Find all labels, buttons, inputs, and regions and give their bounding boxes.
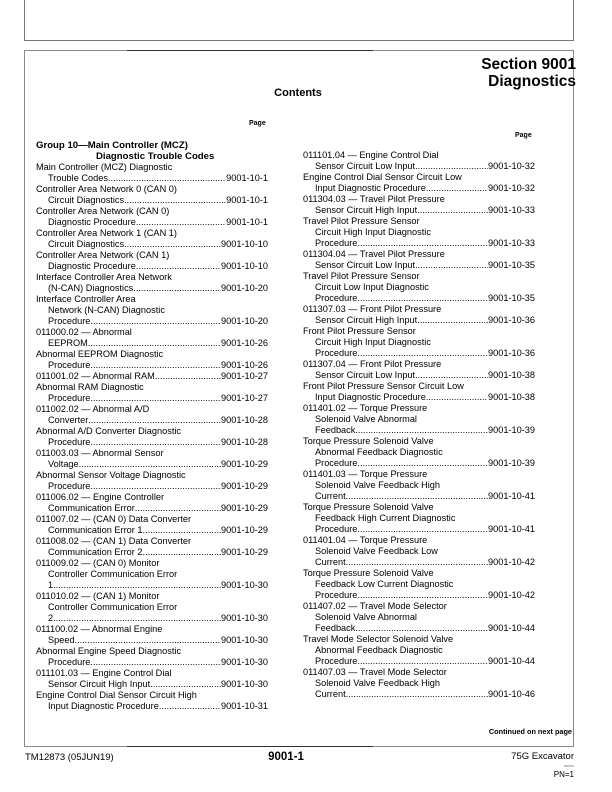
toc-entry-leader-line	[36, 173, 268, 184]
toc-entry-title-end: Sensor Circuit Low Input	[315, 161, 416, 171]
toc-entry-page-ref[interactable]: 9001-10-29	[221, 459, 268, 469]
toc-entry-title-end: 1	[48, 580, 54, 590]
toc-entry[interactable]	[303, 535, 535, 568]
dot-leader	[417, 315, 488, 326]
toc-entry[interactable]	[36, 536, 268, 558]
toc-entry-leader-line	[36, 657, 268, 668]
dot-leader	[155, 371, 221, 382]
dot-leader	[90, 437, 221, 448]
toc-entry-leader-line	[36, 613, 268, 624]
toc-entry-page-ref[interactable]: 9001-10-1	[226, 173, 268, 183]
toc-entry-page-ref[interactable]: 9001-10-38	[488, 370, 535, 380]
toc-entry[interactable]	[36, 371, 268, 382]
toc-entry-title-end: Diagnostic Procedure	[48, 217, 136, 227]
toc-entry[interactable]	[303, 326, 535, 359]
dot-leader	[346, 491, 488, 502]
toc-entry-title-line: Controller Communication Error	[48, 569, 178, 579]
toc-entry-page-ref[interactable]: 9001-10-44	[488, 623, 535, 633]
toc-entry-title-line: Circuit Low Input Diagnostic	[315, 282, 429, 292]
toc-entry[interactable]	[36, 206, 268, 228]
toc-entry[interactable]	[303, 249, 535, 271]
toc-entry-title-line: Controller Area Network 1 (CAN 1)	[36, 228, 177, 238]
dot-leader	[357, 524, 488, 535]
toc-entry-page-ref[interactable]: 9001-10-29	[221, 503, 268, 513]
toc-entry-page-ref[interactable]: 9001-10-10	[221, 261, 268, 271]
toc-entry-title-end: EEPROM	[48, 338, 88, 348]
dot-leader	[79, 459, 221, 470]
dot-leader	[90, 481, 221, 492]
toc-entry-title-line: Interface Controller Area Network	[36, 272, 172, 282]
footer-code: 080519	[563, 764, 574, 768]
toc-entry-title-line: Abnormal Engine Speed Diagnostic	[36, 646, 182, 656]
toc-entry[interactable]	[36, 228, 268, 250]
toc-entry-title-line: Feedback High Current Diagnostic	[315, 513, 456, 523]
dot-leader	[357, 590, 488, 601]
toc-entry-leader-line	[36, 195, 268, 206]
toc-entry[interactable]	[303, 216, 535, 249]
toc-entry-title-line: 011010.02 — (CAN 1) Monitor	[36, 591, 160, 601]
toc-entry-page-ref[interactable]: 9001-10-30	[221, 657, 268, 667]
toc-entry-title-end: Sensor Circuit Low Input	[315, 260, 416, 270]
toc-entry[interactable]	[36, 327, 268, 349]
continued-note: Continued on next page	[488, 727, 572, 736]
toc-entry-title-end: Input Diagnostic Procedure	[48, 701, 159, 711]
toc-entry-title-end: Sensor Circuit High Input	[48, 679, 151, 689]
toc-entry-title-line: Travel Mode Selector Solenoid Valve	[303, 634, 454, 644]
toc-entry-title-line: 011307.03 — Front Pilot Pressure	[303, 304, 442, 314]
toc-entry-leader-line	[36, 547, 268, 558]
toc-entry-title-end: Current	[315, 689, 346, 699]
toc-entry-title-line: Network (N-CAN) Diagnostic	[48, 305, 165, 315]
toc-entry-title-end: Procedure	[315, 656, 358, 666]
toc-entry-title-line: Controller Area Network (CAN 1)	[36, 250, 170, 260]
dot-leader	[159, 701, 221, 712]
dot-leader	[415, 161, 488, 172]
toc-entry-page-ref[interactable]: 9001-10-28	[221, 437, 268, 447]
toc-entry-leader-line	[36, 371, 268, 382]
toc-entry[interactable]	[36, 404, 268, 426]
toc-entry-title-line: Main Controller (MCZ) Diagnostic	[36, 162, 173, 172]
toc-entry-title-line: 011100.02 — Abnormal Engine	[36, 624, 163, 634]
toc-entry-title-end: Sensor Circuit High Input	[315, 315, 418, 325]
toc-entry-title-line: Abnormal Feedback Diagnostic	[315, 447, 443, 457]
toc-entry-title-end: Procedure	[48, 481, 91, 491]
toc-entry[interactable]	[36, 349, 268, 371]
dot-leader	[357, 656, 488, 667]
toc-entry-title-line: Interface Controller Area	[36, 294, 136, 304]
dot-leader	[124, 195, 226, 206]
toc-entry-title-line: Travel Pilot Pressure Sensor	[303, 271, 420, 281]
toc-entry-leader-line	[303, 315, 535, 326]
toc-entry-title-end: 011001.02 — Abnormal RAM	[36, 371, 155, 381]
toc-entry-title-end: Communication Error 1	[48, 525, 143, 535]
toc-entry-title-end: Speed	[48, 635, 75, 645]
toc-entry[interactable]	[36, 382, 268, 404]
toc-entry-title-line: 011009.02 — (CAN 0) Monitor	[36, 558, 160, 568]
dot-leader	[346, 557, 488, 568]
toc-entry-leader-line	[303, 656, 535, 667]
toc-entry[interactable]	[36, 668, 268, 690]
toc-entry-title-line: 011101.04 — Engine Control Dial	[303, 150, 439, 160]
toc-entry[interactable]	[303, 403, 535, 436]
toc-entry-leader-line	[36, 283, 268, 294]
toc-entry-title-end: Input Diagnostic Procedure	[315, 183, 426, 193]
toc-entry-page-ref[interactable]: 9001-10-41	[488, 491, 535, 501]
toc-entry[interactable]	[303, 172, 535, 194]
toc-entry-page-ref[interactable]: 9001-10-26	[221, 360, 268, 370]
toc-entry-title-end: Diagnostic Procedure	[48, 261, 136, 271]
toc-entry-title-end: Trouble Codes	[48, 173, 108, 183]
toc-entry-leader-line	[36, 393, 268, 404]
toc-left-column	[36, 140, 268, 712]
toc-entry-title-line: Front Pilot Pressure Sensor Circuit Low	[303, 381, 464, 391]
toc-entry[interactable]	[36, 690, 268, 712]
toc-entry-leader-line	[36, 701, 268, 712]
toc-entry-leader-line	[303, 623, 535, 634]
toc-entry-page-ref[interactable]: 9001-10-30	[221, 580, 268, 590]
toc-entry-leader-line	[303, 590, 535, 601]
toc-entry-title-line: 011401.04 — Torque Pressure	[303, 535, 428, 545]
toc-entry-page-ref[interactable]: 9001-10-32	[488, 183, 535, 193]
toc-entry-page-ref[interactable]: 9001-10-46	[488, 689, 535, 699]
toc-entry-page-ref[interactable]: 9001-10-10	[221, 239, 268, 249]
footer-model: 75G Excavator	[511, 751, 574, 762]
toc-entry-title-line: Abnormal Feedback Diagnostic	[315, 645, 443, 655]
toc-entry-page-ref[interactable]: 9001-10-31	[221, 701, 268, 711]
toc-entry-title-line: Circuit High Input Diagnostic	[315, 337, 431, 347]
toc-entry-leader-line	[303, 557, 535, 568]
toc-entry-leader-line	[36, 217, 268, 228]
toc-entry-title-line: 011003.03 — Abnormal Sensor	[36, 448, 164, 458]
toc-entry-page-ref[interactable]: 9001-10-39	[488, 458, 535, 468]
toc-entry[interactable]	[303, 469, 535, 502]
toc-entry-title-line: 011101.03 — Engine Control Dial	[36, 668, 172, 678]
toc-entry-title-end: Communication Error	[48, 503, 135, 513]
toc-entry[interactable]	[36, 591, 268, 624]
toc-entry-page-ref[interactable]: 9001-10-29	[221, 547, 268, 557]
toc-entry[interactable]	[303, 601, 535, 634]
toc-entry[interactable]	[303, 194, 535, 216]
toc-entry-leader-line	[36, 437, 268, 448]
toc-entry[interactable]	[36, 470, 268, 492]
toc-entry-page-ref[interactable]: 9001-10-29	[221, 481, 268, 491]
toc-entry-leader-line	[303, 348, 535, 359]
dot-leader	[136, 217, 226, 228]
dot-leader	[415, 260, 488, 271]
toc-entry[interactable]	[36, 162, 268, 184]
footer-doc-id: TM12873 (05JUN19)	[25, 752, 114, 763]
toc-entry-page-ref[interactable]: 9001-10-20	[221, 316, 268, 326]
group-title: Group 10—Main Controller (MCZ)	[36, 140, 188, 151]
toc-entry-title-line: Solenoid Valve Feedback High	[315, 678, 440, 688]
toc-entry-title-line: Solenoid Valve Feedback High	[315, 480, 440, 490]
toc-entry[interactable]	[36, 514, 268, 536]
toc-entry-title-line: Engine Control Dial Sensor Circuit Low	[303, 172, 462, 182]
toc-entry-leader-line	[303, 524, 535, 535]
toc-entry[interactable]	[36, 646, 268, 668]
toc-entry-title-line: Torque Pressure Solenoid Valve	[303, 436, 434, 446]
toc-entry-title-end: Circuit Diagnostics	[48, 195, 125, 205]
toc-entry-title-end: Sensor Circuit Low Input	[315, 370, 416, 380]
toc-entry-title-line: 011002.02 — Abnormal A/D	[36, 404, 150, 414]
dot-leader	[53, 613, 221, 624]
dot-leader	[346, 689, 488, 700]
toc-entry-title-end: Feedback	[315, 425, 356, 435]
toc-entry[interactable]	[303, 381, 535, 403]
dot-leader	[90, 657, 221, 668]
toc-entry-title-line: Circuit High Input Diagnostic	[315, 227, 431, 237]
toc-entry-title-line: 011007.02 — (CAN 0) Data Converter	[36, 514, 192, 524]
dot-leader	[415, 370, 488, 381]
toc-entry-page-ref[interactable]: 9001-10-36	[488, 315, 535, 325]
dot-leader	[357, 293, 488, 304]
toc-entry-title-line: 011006.02 — Engine Controller	[36, 492, 165, 502]
dot-leader	[150, 679, 221, 690]
toc-entry-page-ref[interactable]: 9001-10-26	[221, 338, 268, 348]
toc-entry-title-end: Voltage	[48, 459, 79, 469]
toc-entry-title-end: Procedure	[315, 348, 358, 358]
toc-entry-title-end: Current	[315, 557, 346, 567]
toc-entry-title-end: 2	[48, 613, 54, 623]
toc-entry-leader-line	[303, 392, 535, 403]
toc-entry-title-line: 011407.03 — Travel Mode Selector	[303, 667, 447, 677]
toc-entry-title-line: Abnormal RAM Diagnostic	[36, 382, 144, 392]
dot-leader	[142, 525, 221, 536]
toc-entry-title-line: Controller Area Network (CAN 0)	[36, 206, 170, 216]
dot-leader	[53, 580, 221, 591]
toc-entry-page-ref[interactable]: 9001-10-39	[488, 425, 535, 435]
toc-entry-page-ref[interactable]: 9001-10-27	[221, 393, 268, 403]
previous-page-frame	[24, 0, 574, 41]
toc-entry-leader-line	[303, 161, 535, 172]
toc-entry-leader-line	[36, 525, 268, 536]
toc-entry-title-line: 011401.02 — Torque Pressure	[303, 403, 428, 413]
toc-entry-page-ref[interactable]: 9001-10-20	[221, 283, 268, 293]
toc-entry-title-line: Solenoid Valve Feedback Low	[315, 546, 438, 556]
dot-leader	[75, 635, 221, 646]
dot-leader	[357, 458, 488, 469]
toc-entry[interactable]	[303, 634, 535, 667]
toc-entry[interactable]	[36, 558, 268, 591]
toc-entry-leader-line	[303, 689, 535, 700]
toc-entry-leader-line	[303, 260, 535, 271]
toc-entry[interactable]	[36, 272, 268, 294]
toc-entry-title-line: Engine Control Dial Sensor Circuit High	[36, 690, 197, 700]
toc-entry-page-ref[interactable]: 9001-10-33	[488, 238, 535, 248]
dot-leader	[355, 623, 488, 634]
dot-leader	[417, 205, 488, 216]
toc-entry[interactable]	[36, 448, 268, 470]
toc-entry[interactable]	[303, 150, 535, 172]
toc-entry[interactable]	[303, 304, 535, 326]
group-subtitle: Diagnostic Trouble Codes	[96, 151, 215, 162]
toc-entry-page-ref[interactable]: 9001-10-35	[488, 293, 535, 303]
frame-accent-bottom	[127, 746, 373, 747]
toc-entry-leader-line	[36, 503, 268, 514]
toc-entry-title-line: 011407.02 — Travel Mode Selector	[303, 601, 447, 611]
toc-entry[interactable]	[303, 271, 535, 304]
toc-entry-title-line: Torque Pressure Solenoid Valve	[303, 502, 434, 512]
toc-entry-page-ref[interactable]: 9001-10-41	[488, 524, 535, 534]
page-column-header-right: Page	[515, 132, 532, 139]
toc-entry-title-end: Procedure	[48, 316, 91, 326]
toc-entry-title-line: 011304.04 — Travel Pilot Pressure	[303, 249, 445, 259]
toc-entry-leader-line	[36, 338, 268, 349]
toc-entry[interactable]	[303, 359, 535, 381]
toc-entry-title-line: Abnormal A/D Converter Diagnostic	[36, 426, 182, 436]
toc-entry-leader-line	[36, 481, 268, 492]
toc-entry-page-ref[interactable]: 9001-10-44	[488, 656, 535, 666]
toc-entry-title-line: 011307.04 — Front Pilot Pressure	[303, 359, 442, 369]
toc-entry-title-line: Front Pilot Pressure Sensor	[303, 326, 416, 336]
toc-entry-page-ref[interactable]: 9001-10-33	[488, 205, 535, 215]
toc-entry-title-line: Controller Area Network 0 (CAN 0)	[36, 184, 177, 194]
group-heading	[36, 140, 268, 162]
toc-entry-page-ref[interactable]: 9001-10-38	[488, 392, 535, 402]
toc-entry-title-end: Converter	[48, 415, 89, 425]
toc-entry-leader-line	[36, 360, 268, 371]
toc-entry-title-end: Procedure	[315, 524, 358, 534]
toc-entry-title-end: Procedure	[315, 293, 358, 303]
toc-entry-leader-line	[36, 415, 268, 426]
dot-leader	[90, 393, 221, 404]
toc-entry[interactable]	[303, 568, 535, 601]
toc-left-list	[36, 162, 268, 712]
toc-entry[interactable]	[36, 184, 268, 206]
toc-entry-title-line: 011401.03 — Torque Pressure	[303, 469, 428, 479]
toc-entry-page-ref[interactable]: 9001-10-30	[221, 635, 268, 645]
toc-entry-title-end: Procedure	[48, 657, 91, 667]
dot-leader	[90, 316, 221, 327]
toc-entry-title-end: Procedure	[48, 360, 91, 370]
toc-entry-leader-line	[303, 238, 535, 249]
toc-entry[interactable]	[36, 426, 268, 448]
toc-entry[interactable]	[303, 502, 535, 535]
toc-entry[interactable]	[303, 667, 535, 700]
toc-entry-leader-line	[36, 261, 268, 272]
toc-entry-title-end: Procedure	[48, 437, 91, 447]
section-number: Section 9001	[481, 56, 576, 73]
toc-entry-leader-line	[36, 239, 268, 250]
toc-entry-leader-line	[36, 316, 268, 327]
toc-entry-title-end: Procedure	[315, 238, 358, 248]
dot-leader	[88, 415, 221, 426]
toc-entry-title-line: Feedback Low Current Diagnostic	[315, 579, 454, 589]
toc-entry-page-ref[interactable]: 9001-10-35	[488, 260, 535, 270]
dot-leader	[88, 338, 221, 349]
section-name: Diagnostics	[488, 73, 576, 90]
toc-entry-leader-line	[303, 183, 535, 194]
toc-entry[interactable]	[36, 492, 268, 514]
toc-entry-page-ref[interactable]: 9001-10-42	[488, 557, 535, 567]
toc-entry-page-ref[interactable]: 9001-10-28	[221, 415, 268, 425]
toc-entry-title-end: Input Diagnostic Procedure	[315, 392, 426, 402]
toc-entry-page-ref[interactable]: 9001-10-42	[488, 590, 535, 600]
toc-entry-title-line: Solenoid Valve Abnormal	[315, 414, 417, 424]
footer-page-number: 9001-1	[268, 751, 304, 763]
toc-entry-page-ref[interactable]: 9001-10-1	[226, 195, 268, 205]
dot-leader	[426, 183, 488, 194]
toc-entry-page-ref[interactable]: 9001-10-32	[488, 161, 535, 171]
footer-pn: PN=1	[553, 770, 574, 779]
dot-leader	[426, 392, 488, 403]
frame-accent-top	[127, 50, 373, 51]
toc-entry-title-end: Current	[315, 491, 346, 501]
dot-leader	[142, 547, 221, 558]
toc-entry-page-ref[interactable]: 9001-10-27	[221, 371, 268, 381]
dot-leader	[124, 239, 221, 250]
toc-entry-title-line: 011304.03 — Travel Pilot Pressure	[303, 194, 445, 204]
toc-entry-title-line: Torque Pressure Solenoid Valve	[303, 568, 434, 578]
toc-entry-leader-line	[303, 458, 535, 469]
toc-entry-leader-line	[303, 425, 535, 436]
contents-heading: Contents	[274, 87, 322, 99]
dot-leader	[357, 348, 488, 359]
dot-leader	[108, 173, 226, 184]
toc-entry-title-line: Abnormal EEPROM Diagnostic	[36, 349, 164, 359]
toc-entry-title-end: Procedure	[315, 458, 358, 468]
toc-entry-title-end: Communication Error 2	[48, 547, 143, 557]
dot-leader	[136, 261, 221, 272]
toc-entry-title-line: Abnormal Sensor Voltage Diagnostic	[36, 470, 186, 480]
toc-entry-title-end: Sensor Circuit High Input	[315, 205, 418, 215]
toc-entry-title-line: 011008.02 — (CAN 1) Data Converter	[36, 536, 192, 546]
toc-entry-leader-line	[36, 679, 268, 690]
toc-entry-title-end: Circuit Diagnostics	[48, 239, 125, 249]
toc-entry[interactable]	[303, 436, 535, 469]
toc-entry-page-ref[interactable]: 9001-10-1	[226, 217, 268, 227]
toc-entry-leader-line	[303, 205, 535, 216]
toc-entry-page-ref[interactable]: 9001-10-36	[488, 348, 535, 358]
toc-entry[interactable]	[36, 250, 268, 272]
toc-entry-title-line: Travel Pilot Pressure Sensor	[303, 216, 420, 226]
toc-entry-title-line: 011000.02 — Abnormal	[36, 327, 132, 337]
dot-leader	[357, 238, 488, 249]
toc-entry[interactable]	[36, 624, 268, 646]
toc-entry-page-ref[interactable]: 9001-10-29	[221, 525, 268, 535]
page-column-header-left: Page	[249, 120, 266, 127]
toc-entry-page-ref[interactable]: 9001-10-30	[221, 613, 268, 623]
toc-entry-title-end: (N-CAN) Diagnostics	[48, 283, 134, 293]
toc-entry-leader-line	[303, 370, 535, 381]
toc-entry-leader-line	[36, 459, 268, 470]
toc-right-list	[303, 150, 535, 700]
toc-entry-leader-line	[303, 293, 535, 304]
dot-leader	[355, 425, 488, 436]
toc-entry-leader-line	[36, 635, 268, 646]
toc-entry-page-ref[interactable]: 9001-10-30	[221, 679, 268, 689]
toc-entry-leader-line	[303, 491, 535, 502]
toc-entry-title-line: Controller Communication Error	[48, 602, 178, 612]
toc-entry[interactable]	[36, 294, 268, 327]
dot-leader	[90, 360, 221, 371]
toc-entry-leader-line	[36, 580, 268, 591]
dot-leader	[133, 283, 221, 294]
section-title	[481, 56, 576, 90]
toc-right-column	[303, 150, 535, 700]
dot-leader	[135, 503, 221, 514]
toc-entry-title-line: Solenoid Valve Abnormal	[315, 612, 417, 622]
toc-entry-title-end: Feedback	[315, 623, 356, 633]
toc-entry-title-end: Procedure	[315, 590, 358, 600]
toc-entry-title-end: Procedure	[48, 393, 91, 403]
